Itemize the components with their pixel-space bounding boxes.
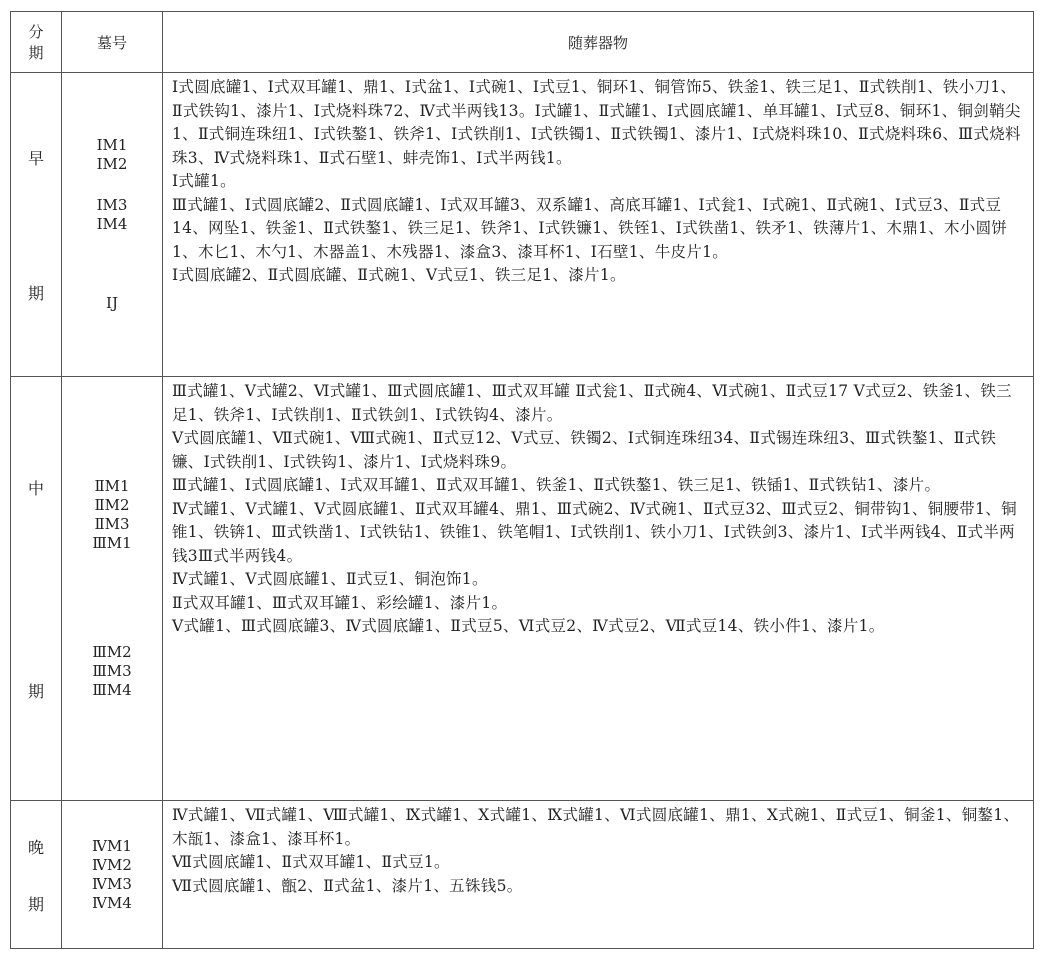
tombs-early <box>62 73 163 377</box>
tombs-late <box>62 801 163 949</box>
items-IM1-IM2: Ⅰ式圆底罐1、Ⅰ式双耳罐1、鼎1、Ⅰ式盆1、Ⅰ式碗1、Ⅰ式豆1、铜环1、铜管饰5、铁釜1、铁三足1、Ⅱ式铁削1、铁小刀1、Ⅱ式铁钩1、漆片1、Ⅰ式烧料珠72、Ⅳ式半两钱13。Ⅰ式罐1、Ⅱ式罐1、Ⅰ式圆底罐1、单耳罐1、Ⅰ式豆8、铜环1、铜剑鞘尖1、Ⅱ式铜连珠纽1、Ⅰ式铁鏊1、铁斧1、Ⅰ式铁削1、Ⅰ式铁镯1、Ⅱ式铁镯1、漆片1、Ⅰ式烧料珠10、Ⅱ式烧料珠6、Ⅲ式烧料珠3、Ⅳ式烧料珠1、Ⅱ式石壁1、蚌壳饰1、Ⅰ式半两钱1。 <box>172 78 1021 167</box>
header-phase <box>11 12 62 73</box>
tomb-IIM2: ⅡM2 <box>94 496 130 514</box>
header-phase-label: 分 期 <box>28 23 44 62</box>
burial-goods-table <box>10 11 1034 949</box>
items-IM3: Ⅰ式罐1。 <box>172 172 236 190</box>
tomb-IVM4: ⅣM4 <box>92 893 132 912</box>
phase-middle <box>11 377 62 801</box>
row-middle <box>11 377 1034 801</box>
items-IVM4: Ⅶ式圆底罐1、甑2、Ⅱ式盆1、漆片1、五铢钱5。 <box>172 876 523 895</box>
tomb-IIM1: ⅡM1 <box>94 477 130 495</box>
items-late <box>163 801 1034 949</box>
tomb-IM1: ⅠM1 <box>96 136 128 154</box>
items-IIM1: Ⅲ式罐1、Ⅴ式罐2、Ⅵ式罐1、Ⅲ式圆底罐1、Ⅲ式双耳罐 Ⅱ式瓮1、Ⅱ式碗4、Ⅵ式碗1、Ⅱ式豆17 Ⅴ式豆2、铁釜1、铁三足1、铁斧1、Ⅰ式铁削1、Ⅱ式铁剑1、Ⅰ式铁钩4、漆片。 <box>172 382 1012 424</box>
items-early <box>163 73 1034 377</box>
items-IVM1-IVM2: Ⅳ式罐1、Ⅶ式罐1、Ⅷ式罐1、Ⅸ式罐1、Ⅹ式罐1、Ⅸ式罐1、Ⅵ式圆底罐1、鼎1、Ⅹ式碗1、Ⅱ式豆1、铜釜1、铜鏊1、木瓿1、漆盒1、漆耳杯1。 <box>172 806 1020 848</box>
header-items: 随葬器物 <box>163 12 1034 73</box>
tomb-IM2: ⅠM2 <box>96 155 128 173</box>
header-row <box>11 12 1034 73</box>
tomb-IM4: ⅠM4 <box>96 215 128 233</box>
phase-late-char2: 期 <box>27 894 44 914</box>
phase-late <box>11 801 62 949</box>
tomb-IIIM1: ⅢM1 <box>92 534 132 552</box>
phase-early-char2: 期 <box>27 283 44 303</box>
tomb-IIIM2: ⅢM2 <box>92 643 132 661</box>
items-IIIM2: Ⅳ式罐1、Ⅴ式圆底罐1、Ⅱ式豆1、铜泡饰1。 <box>172 570 488 588</box>
row-late <box>11 801 1034 949</box>
items-IIM2: Ⅴ式圆底罐1、Ⅶ式碗1、Ⅷ式碗1、Ⅱ式豆12、Ⅴ式豆、铁镯2、Ⅰ式铜连珠纽34、Ⅱ式锡连珠纽3、Ⅲ式铁鏊1、Ⅱ式铁镰、Ⅰ式铁削1、Ⅰ式铁钩1、漆片1、Ⅰ式烧料珠9。 <box>172 429 997 471</box>
items-IIM3: Ⅲ式罐1、Ⅰ式圆底罐1、Ⅰ式双耳罐1、Ⅱ式双耳罐1、铁釜1、Ⅱ式铁鏊1、铁三足1、铁锸1、Ⅱ式铁钻1、漆片。 <box>172 476 941 494</box>
items-middle <box>163 377 1034 801</box>
tomb-IVM2: ⅣM2 <box>92 855 132 874</box>
tomb-IIM3: ⅡM3 <box>94 515 130 533</box>
phase-middle-char2: 期 <box>27 681 44 701</box>
header-tomb: 墓号 <box>62 12 163 73</box>
tomb-IVM1: ⅣM1 <box>92 836 132 855</box>
items-IIIM3: Ⅱ式双耳罐1、Ⅲ式双耳罐1、彩绘罐1、漆片1。 <box>172 593 508 612</box>
tomb-IJ: ⅠJ <box>106 294 118 312</box>
row-early <box>11 73 1034 377</box>
items-IJ: Ⅰ式圆底罐2、Ⅱ式圆底罐、Ⅱ式碗1、Ⅴ式豆1、铁三足1、漆片1。 <box>172 266 626 284</box>
items-IIIM4: Ⅴ式罐1、Ⅲ式圆底罐3、Ⅳ式圆底罐1、Ⅱ式豆5、Ⅵ式豆2、Ⅳ式豆2、Ⅶ式豆14、铁小件1、漆片1。 <box>172 617 885 635</box>
items-IVM3: Ⅶ式圆底罐1、Ⅱ式双耳罐1、Ⅱ式豆1。 <box>172 853 450 871</box>
phase-late-char1: 晚 <box>27 837 44 857</box>
tomb-IIIM4: ⅢM4 <box>92 681 132 699</box>
phase-early <box>11 73 62 377</box>
tomb-IVM3: ⅣM3 <box>92 874 132 893</box>
phase-middle-char1: 中 <box>27 478 44 498</box>
tomb-IIIM3: ⅢM3 <box>92 662 132 680</box>
tombs-middle <box>62 377 163 801</box>
items-IM4: Ⅲ式罐1、Ⅰ式圆底罐2、Ⅱ式圆底罐1、Ⅰ式双耳罐3、双系罐1、高底耳罐1、Ⅰ式瓮1、Ⅰ式碗1、Ⅱ式碗1、Ⅰ式豆3、Ⅱ式豆14、网坠1、铁釜1、Ⅱ式铁鏊1、铁三足1、铁斧1、Ⅰ式铁镰1、铁铚1、Ⅰ式铁凿1、铁矛1、铁薄片1、木鼎1、木小圆饼1、木匕1、木勺1、木器盖1、木残器1、漆盒3、漆耳杯1、Ⅰ石壁1、牛皮片1。 <box>172 195 1008 261</box>
tomb-IM3: ⅠM3 <box>96 196 128 214</box>
phase-early-char1: 早 <box>27 148 44 168</box>
items-IIIM1: Ⅳ式罐1、Ⅴ式罐1、Ⅴ式圆底罐1、Ⅱ式双耳罐4、鼎1、Ⅲ式碗2、Ⅳ式碗1、Ⅱ式豆32、Ⅲ式豆2、铜带钩1、铜腰带1、铜锥1、铁锛1、Ⅲ式铁凿1、Ⅰ式铁钻1、铁锥1、铁笔帽1、Ⅰ式铁削1、铁小刀1、Ⅰ式铁剑3、漆片1、Ⅰ式半两钱4、Ⅱ式半两钱3Ⅲ式半两钱4。 <box>172 499 1017 565</box>
